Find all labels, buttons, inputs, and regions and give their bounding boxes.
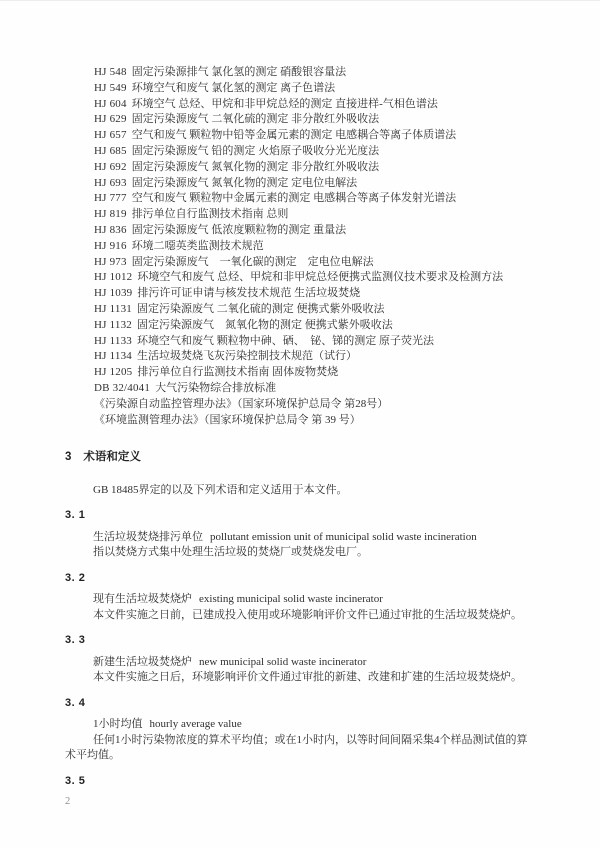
reference-code: DB 32/4041 [94,381,151,394]
section-intro: GB 18485界定的以及下列术语和定义适用于本文件。 [93,483,348,496]
reference-line [65,144,538,160]
reference-code: HJ 604 [94,97,127,110]
reference-code: HJ 1132 [94,318,132,331]
reference-title: 环境空气和废气 总烃、甲烷和非甲烷总烃便携式监测仪技术要求及检测方法 [137,271,504,284]
term-name-cn: 现有生活垃圾焚烧炉 [93,593,192,606]
reference-line [65,255,538,271]
term-line [65,655,538,671]
reference-code: HJ 1134 [94,350,132,363]
reference-line [65,302,538,318]
reference-line [65,160,538,176]
reference-line [65,413,538,429]
reference-title: 固定污染源废气 低浓度颗粒物的测定 重量法 [131,223,347,236]
reference-title: 环境二噁英类监测技术规范 [131,239,264,252]
reference-title: 生活垃圾焚烧飞灰污染控制技术规范（试行） [136,350,357,363]
reference-line [65,191,538,207]
term-line [65,592,538,608]
reference-title: 固定污染源废气 氮氧化物的测定 便携式紫外吸收法 [136,318,393,331]
reference-line [65,81,538,97]
term-definition: 指以焚烧方式集中处理生活垃圾的焚烧厂或焚烧发电厂。 [93,546,368,559]
reference-line [65,334,538,350]
reference-line [65,349,538,365]
reference-code: HJ 973 [94,255,127,268]
reference-line [65,176,538,192]
term-name-en: hourly average value [149,718,242,731]
section-heading-title: 术语和定义 [83,451,141,464]
reference-title: 固定污染源废气 氮氧化物的测定 非分散红外吸收法 [131,160,380,173]
reference-line [65,270,538,286]
section-heading-number: 3 [65,451,72,464]
term-line [65,717,538,733]
term-name-en: pollutant emission unit of municipal solid waste incineration [210,530,477,543]
reference-line [65,112,538,128]
term-line [65,530,538,546]
term-name-en: existing municipal solid waste incinerator [199,593,383,606]
reference-code: HJ 549 [94,81,127,94]
reference-title: 固定污染源废气 氮氧化物的测定 定电位电解法 [131,176,358,189]
term-name-en: new municipal solid waste incinerator [199,655,367,668]
reference-title: 空气和废气 颗粒物中铅等金属元素的测定 电感耦合等离子体质谱法 [131,129,457,142]
reference-title: 环境空气和废气 氯化氢的测定 离子色谱法 [131,81,336,94]
reference-code: HJ 1131 [94,302,132,315]
reference-code: HJ 836 [94,223,127,236]
term-definition: 本文件实施之日后，环境影响评价文件通过审批的新建、改建和扩建的生活垃圾焚烧炉。 [93,671,522,684]
term-name-cn: 新建生活垃圾焚烧炉 [93,655,192,668]
reference-title: 排污单位自行监测技术指南 总则 [131,208,289,221]
reference-code: HJ 629 [94,113,127,126]
reference-title: 固定污染源废气 铅的测定 火焰原子吸收分光光度法 [131,144,380,157]
reference-line [65,239,538,255]
reference-code: HJ 1039 [94,287,133,300]
reference-line [65,128,538,144]
term-definition: 任何1小时污染物浓度的算术平均值；或在1小时内，以等时间间隔采集4个样品测试值的算术平均值。 [65,733,528,762]
reference-code: HJ 1012 [94,271,133,284]
reference-title: 固定污染源废气 二氧化硫的测定 便携式紫外吸收法 [136,302,385,315]
reference-line [65,318,538,334]
page-number: 2 [65,796,71,808]
reference-line [65,381,538,397]
reference-code: HJ 693 [94,176,127,189]
reference-title: 空气和废气 颗粒物中金属元素的测定 电感耦合等离子体发射光谱法 [131,192,457,205]
reference-title: 排污许可证申请与核发技术规范 生活垃圾焚烧 [137,287,361,300]
reference-code: HJ 692 [94,160,127,173]
term-name-cn: 1小时均值 [93,718,143,731]
term-name-cn: 生活垃圾焚烧排污单位 [93,530,203,543]
reference-line [65,65,538,81]
term-number: 3. 3 [65,634,86,647]
term-number: 3. 5 [65,774,86,787]
reference-code: HJ 1205 [94,366,133,379]
reference-title: 大气污染物综合排放标准 [155,381,277,394]
reference-code: HJ 1133 [94,334,132,347]
term-number: 3. 4 [65,696,86,709]
term-number: 3. 1 [65,509,86,522]
reference-title: 《污染源自动监控管理办法》（国家环境保护总局令 第28号） [94,397,389,410]
section-heading [65,450,538,466]
reference-title: 排污单位自行监测技术指南 固体废物焚烧 [137,366,339,379]
reference-line [65,207,538,223]
term-number: 3. 2 [65,571,86,584]
reference-title: 《环境监测管理办法》（国家环境保护总局令 第 39 号） [94,413,361,426]
reference-code: HJ 657 [94,129,127,142]
terms-list [65,508,538,789]
reference-title: 固定污染源废气 二氧化硫的测定 非分散红外吸收法 [131,113,380,126]
reference-code: HJ 777 [94,192,127,205]
reference-code: HJ 548 [94,66,127,78]
reference-title: 环境空气和废气 颗粒物中砷、硒、 铋、锑的测定 原子荧光法 [136,334,434,347]
reference-line [65,365,538,381]
reference-title: 环境空气 总烃、甲烷和非甲烷总烃的测定 直接进样-气相色谱法 [131,97,438,110]
reference-title: 固定污染源废气 一氧化碳的测定 定电位电解法 [131,255,374,268]
reference-code: HJ 685 [94,144,127,157]
reference-code: HJ 916 [94,239,127,252]
reference-line [65,223,538,239]
reference-line [65,397,538,413]
reference-line [65,286,538,302]
term-definition: 本文件实施之日前，已建成投入使用或环境影响评价文件已通过审批的生活垃圾焚烧炉。 [93,608,522,621]
reference-line [65,97,538,113]
reference-title: 固定污染源排气 氯化氢的测定 硝酸银容量法 [131,66,347,78]
reference-code: HJ 819 [94,208,127,221]
reference-list [65,65,538,428]
